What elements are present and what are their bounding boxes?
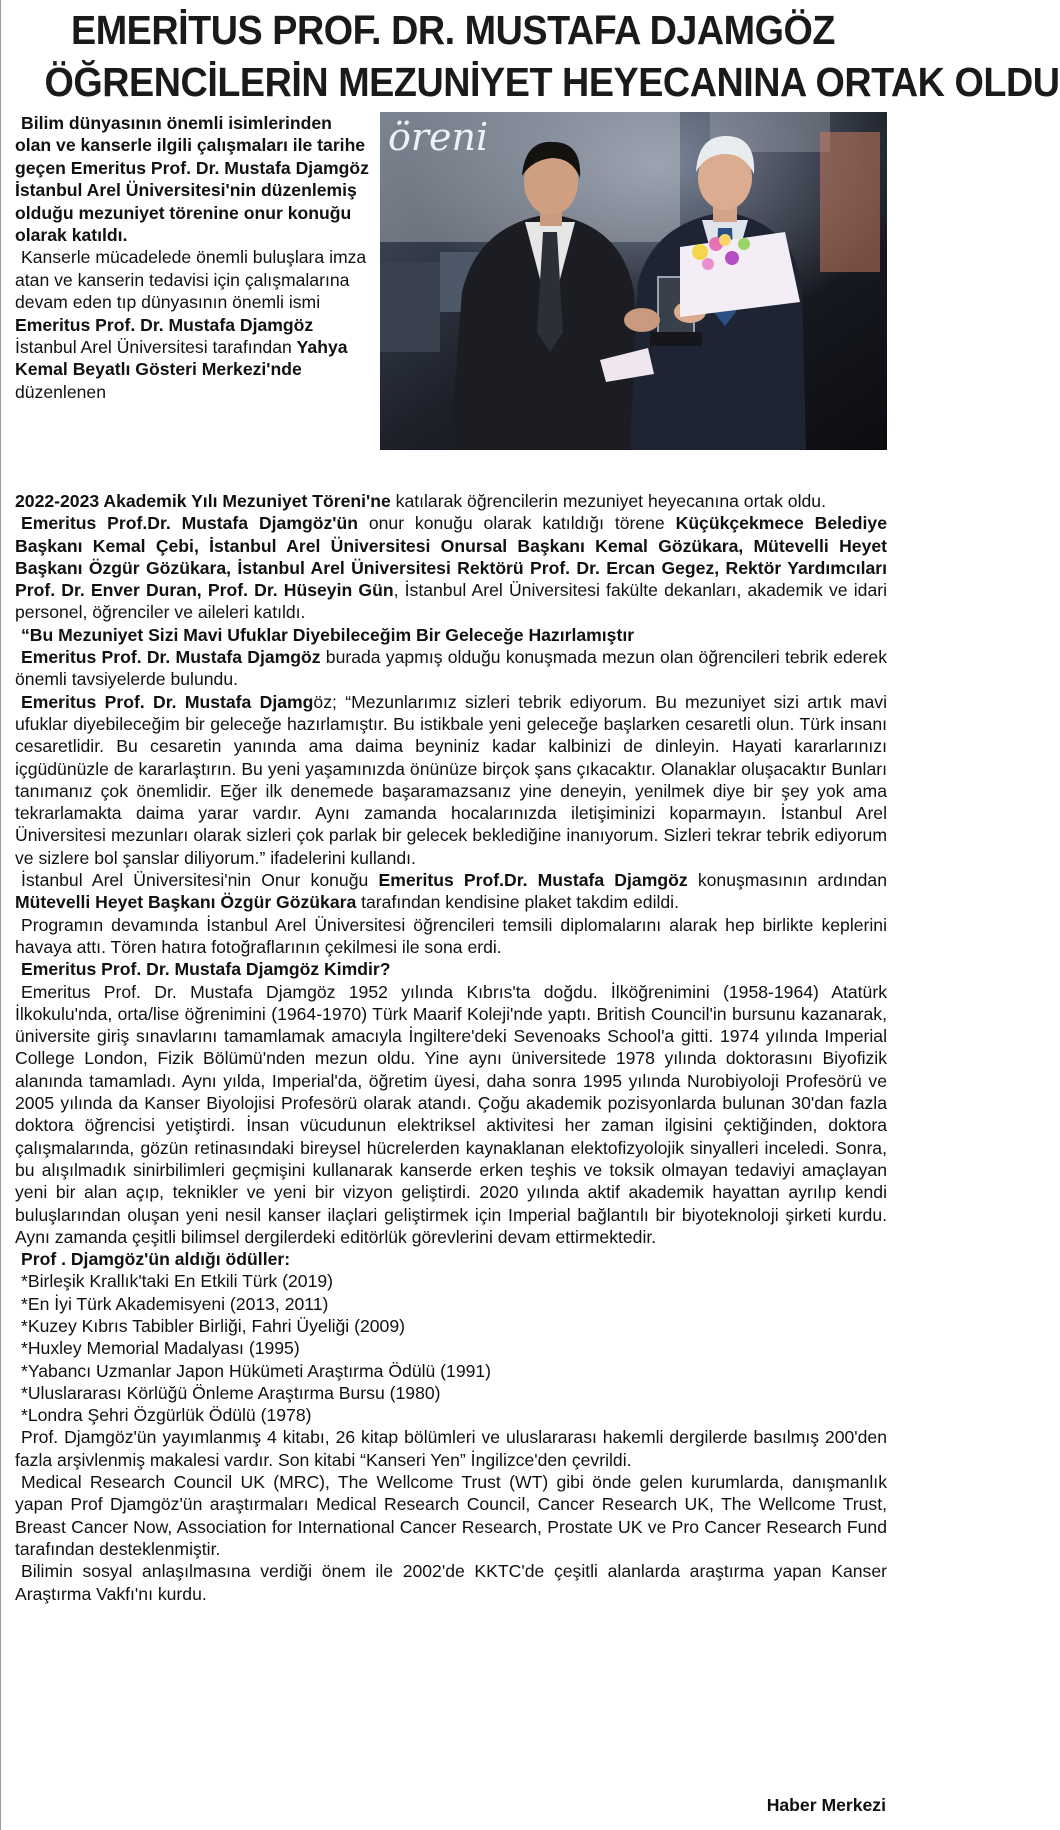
award-item: *Uluslararası Körlüğü Önleme Araştırma Bursu (1980): [21, 1382, 441, 1403]
body-paragraph-books: Prof. Djamgöz'ün yayımlanmış 4 kitabı, 26 kitap bölümleri ve uluslararası hakemli dergilerde basılmış 200'den fazla arşivlenmiş makalesi vardır. Son kitabi “Kanseri Yen” İngilizce'den çevrildi.: [15, 1427, 887, 1470]
headline-line-2: ÖĞRENCİLERİN MEZUNİYET HEYECANINA ORTAK OLDU: [44, 59, 1060, 105]
intro-column: [15, 112, 371, 403]
subheading-who: Emeritus Prof. Dr. Mustafa Djamgöz Kimdir?: [21, 959, 391, 980]
body-paragraph-funding: Medical Research Council UK (MRC), The Wellcome Trust (WT) gibi önde gelen kurumlarda, danışmanlık yapan Prof Djamgöz'ün araştırmaları Medical Research Council, Cancer Research UK, The Wellcome Trust, Breast Cancer Now, Association for International Cancer Research, Prostate UK ve Pro Cancer Research Fund tarafından desteklenmiştir.: [15, 1472, 887, 1559]
award-item: *Birleşik Krallık'taki En Etkili Türk (2019): [21, 1271, 333, 1292]
award-item: *Yabancı Uzmanlar Japon Hükümeti Araştırma Ödülü (1991): [21, 1360, 492, 1381]
ceremony-photo: [380, 112, 887, 450]
award-item: *Kuzey Kıbrıs Tabibler Birliği, Fahri Üyeliği (2009): [21, 1315, 405, 1336]
intro-paragraph-2: Kanserle mücadelede önemli buluşlara imza atan ve kanserin tedavisi için çalışmalarına devam eden tıp dünyasının önemli ismi Emeritus Prof. Dr. Mustafa Djamgöz İstanbul Arel Üniversitesi tarafından Yahya Kemal Beyatlı Gösteri Merkezi'nde düzenlenen: [15, 247, 367, 402]
subheading-awards: Prof . Djamgöz'ün aldığı ödüller:: [21, 1249, 291, 1270]
body-paragraph-4: Emeritus Prof. Dr. Mustafa Djamgöz; “Mezunlarımız sizleri tebrik ediyorum. Bu mezuniyet sizi artık mavi ufuklar diyebileceğim bir geleceğe hazırlamıştır. Bu istikbale yeni geleceğe başlarken cesaretli olun. Türk insanı cesaretlidir. Bu cesaretin yanında ama daima beyniniz kadar kalbinizi de dinleyin. Hayati kararlarınızı içgüdünüzle de kararlaştırın. Bu yeni yaşamınızda önünüze birçok şans çıkacaktır. Olanaklar oluşacaktır Bunları tanımanız çok önemlidir. Eğer ilk denemede başaramazsanız yine deneyin, yenilmek diye bir şey yok ama tekrarlamakta daima yarar vardır. Aynı zamanda hocalarınızda iletişiminizi koparmayın. İstanbul Arel Üniversitesi mezunları olarak sizleri çok parlak bir gelecek beklediğine inanıyorum. Sizleri tekrar tebrik ediyorum ve sizlere bol şanslar diliyorum.” ifadelerini kullandı.: [15, 691, 887, 868]
award-item: *Londra Şehri Özgürlük Ödülü (1978): [21, 1405, 312, 1426]
award-item: *Huxley Memorial Madalyası (1995): [21, 1338, 300, 1359]
article-body: [15, 490, 887, 1605]
body-paragraph-5: İstanbul Arel Üniversitesi'nin Onur konuğu Emeritus Prof.Dr. Mustafa Djamgöz konuşmasının ardından Mütevelli Heyet Başkanı Özgür Gözükara tarafından kendisine plaket takdim edildi.: [15, 870, 887, 913]
subheading-quote: “Bu Mezuniyet Sizi Mavi Ufuklar Diyebileceğim Bir Geleceğe Hazırlamıştır: [21, 624, 635, 645]
body-paragraph-foundation: Bilimin sosyal anlaşılmasına verdiği önem ile 2002'de KKTC'de çeşitli alanlarda araştırma yapan Kanser Araştırma Vakfı'nı kurdu.: [15, 1561, 887, 1604]
two-men-with-award-photo-icon: [380, 112, 887, 450]
awards-list: [15, 1270, 887, 1426]
headline-line-1: EMERİTUS PROF. DR. MUSTAFA DJAMGÖZ: [71, 7, 835, 53]
body-paragraph-2: Emeritus Prof.Dr. Mustafa Djamgöz'ün onur konuğu olarak katıldığı törene Küçükçekmece Belediye Başkanı Kemal Çebi, İstanbul Arel Üniversitesi Onursal Başkanı Kemal Gözükara, Mütevelli Heyet Başkanı Özgür Gözükara, İstanbul Arel Üniversitesi Rektörü Prof. Dr. Ercan Gegez, Rektör Yardımcıları Prof. Dr. Enver Duran, Prof. Dr. Hüseyin Gün, İstanbul Arel Üniversitesi fakülte dekanları, akademik ve idari personel, öğrenciler ve aileleri katıldı.: [15, 513, 887, 623]
body-paragraph-biography: Emeritus Prof. Dr. Mustafa Djamgöz 1952 yılında Kıbrıs'ta doğdu. İlköğrenimini (1958-1964) Atatürk İlkokulu'nda, orta/lise öğrenimini (1964-1970) Türk Maarif Koleji'nde yaptı. British Council'in bursunu kazanarak, üniversite giriş sınavlarını tamamlamak amacıyla İngiltere'deki Sevenoaks School'a gitti. 1974 yılında Imperial College London, Fizik Bölümü'nden mezun oldu. Yine aynı üniversitede 1978 yılında doktorasını Biyofizik alanında tamamladı. Aynı yılda, Imperial'da, öğretim üyesi, daha sonra 1995 yılında Nurobiyoloji Profesörü ve 2005 yılında da Kanser Biyolojisi Profesörü olarak atandı. Çoğu akademik pozisyonlarda bulunan 30'dan fazla doktora öğrencisi yetiştirdi. İnsan vücudunun elektriksel aktivitesi her zaman ilgisini çektiğinden, doktora çalışmalarında, gözün retinasındaki bireysel hücrelerden kaynaklanan elektofizyolojik sinyalleri inceledi. Sonra, bu alışılmadık sinirbilimleri geçmişini kullanarak kanserde erken teşhis ve toksik olmayan tedaviyi amaçlayan yeni bir alan açıp, teknikler ve yeni bir vizyon geliştirdi. 2020 yılında aktif akademik hayattan ayrılıp kendi buluşlarından oluşan yeni nesil kanser ilaçlari geliştirmek için Imperial bağlantılı bir biyoteknoloji şirketi kurdu. Aynı zamanda çeşitli bilimsel dergilerdeki editörlük görevlerini devam ettirmektedir.: [15, 981, 887, 1247]
award-item: *En İyi Türk Akademisyeni (2013, 2011): [21, 1293, 329, 1314]
backdrop-text: öreni: [388, 115, 489, 159]
byline-signature: Haber Merkezi: [766, 1795, 886, 1815]
body-paragraph-6: Programın devamında İstanbul Arel Üniversitesi öğrencileri temsili diplomalarını alarak hep birlikte keplerini havaya attı. Tören hatıra fotoğraflarının çekilmesi ile sona erdi.: [15, 914, 887, 957]
body-paragraph-3: Emeritus Prof. Dr. Mustafa Djamgöz burada yapmış olduğu konuşmada mezun olan öğrencileri tebrik ederek önemli tavsiyelerde bulundu.: [15, 647, 887, 690]
intro-paragraph-1: Bilim dünyasının önemli isimlerinden olan ve kanserle ilgili çalışmaları ile tarihe geçen Emeritus Prof. Dr. Mustafa Djamgöz İstanbul Arel Üniversitesi'nin düzenlemiş olduğu mezuniyet törenine onur konuğu olarak katıldı.: [15, 113, 369, 246]
body-paragraph-1: 2022-2023 Akademik Yılı Mezuniyet Töreni'ne katılarak öğrencilerin mezuniyet heyecanına ortak oldu.: [15, 491, 826, 511]
